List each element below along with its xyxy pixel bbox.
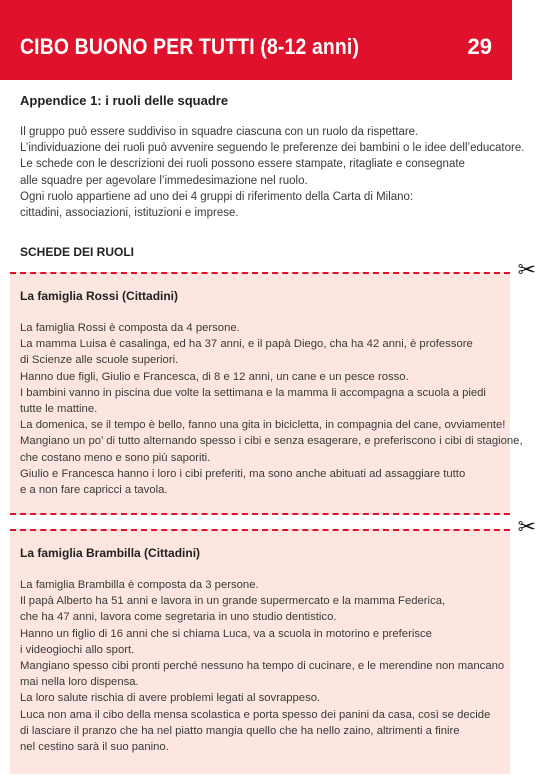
intro-line: cittadini, associazioni, istituzioni e imprese.: [20, 207, 239, 220]
intro-line: alle squadre per agevolare l’immedesimazione nel ruolo.: [20, 174, 308, 187]
scissors-icon: ✂: [517, 258, 536, 283]
role-card-rossi: [10, 258, 536, 515]
role-cards-heading: SCHEDE DEI RUOLI: [20, 245, 135, 259]
cut-line: [10, 272, 510, 274]
card-title: La famiglia Rossi (Cittadini): [20, 289, 179, 303]
card-line: e a non fare capricci a tavola.: [20, 484, 168, 497]
intro-line: Le schede con le descrizioni dei ruoli possono essere stampate, ritagliate e consegnate: [20, 158, 465, 171]
cut-line: [10, 529, 510, 531]
card-line: Hanno due figli, Giulio e Francesca, di 8 e 12 anni, un cane e un pesce rosso.: [20, 370, 409, 383]
intro-line: L’individuazione dei ruoli può avvenire seguendo le preferenze dei bambini o le idee dell’educatore.: [20, 142, 525, 155]
cut-line: [10, 513, 510, 515]
card-line: mai nella loro dispensa.: [20, 676, 139, 689]
card-line: La domenica, se il tempo è bello, fanno una gita in bicicletta, in compagnia del cane, ovviamente!: [20, 419, 506, 432]
card-line: di Scienze alle scuole superiori.: [20, 354, 179, 367]
card-line: La loro salute rischia di avere problemi legati al sovrappeso.: [20, 692, 321, 705]
card-line: La famiglia Brambilla è composta da 3 persone.: [20, 579, 259, 591]
card-line: che costano meno e sono più saporiti.: [20, 451, 211, 464]
intro-paragraph: [20, 124, 525, 221]
page-header: [0, 0, 512, 80]
page-number: 29: [467, 34, 492, 59]
card-line: nel cestino sarà il suo panino.: [20, 741, 169, 754]
intro-line: Il gruppo può essere suddiviso in squadre ciascuna con un ruolo da rispettare.: [20, 126, 419, 138]
card-line: Mangiano spesso cibi pronti perché nessuno ha tempo di cucinare, e le merendine non mancano: [20, 660, 505, 673]
card-title: La famiglia Brambilla (Cittadini): [20, 546, 201, 560]
card-body: [20, 320, 523, 498]
card-line: di lasciare il pranzo che ha nel piatto mangia quello che ha nello zaino, altrimenti a finire: [20, 724, 460, 737]
card-line: i videogiochi allo sport.: [20, 643, 135, 656]
card-line: Luca non ama il cibo della mensa scolastica e porta spesso dei panini da casa, così se decide: [20, 708, 491, 721]
header-title: CIBO BUONO PER TUTTI (8-12 anni): [20, 34, 360, 59]
card-line: Mangiano un po’ di tutto alternando spesso i cibi e senza esagerare, e preferiscono i cibi di stagione,: [20, 435, 523, 448]
card-line: Hanno un figlio di 16 anni che si chiama Luca, va a scuola in motorino e preferisce: [20, 627, 432, 640]
card-line: tutte le mattine.: [20, 403, 98, 416]
role-card-brambilla: [10, 515, 536, 774]
card-body: [20, 577, 510, 755]
card-line: che ha 47 anni, lavora come segretaria in uno studio dentistico.: [20, 611, 337, 624]
card-line: Il papà Alberto ha 51 anni e lavora in un grande supermercato e la mamma Federica,: [20, 595, 446, 608]
card-line: I bambini vanno in piscina due volte la settimana e la mamma li accompagna a scuola a piedi: [20, 386, 486, 399]
intro-line: Ogni ruolo appartiene ad uno dei 4 gruppi di riferimento della Carta di Milano:: [20, 190, 414, 203]
card-line: Giulio e Francesca hanno i loro i cibi preferiti, ma sono anche abituati ad assaggiare tutto: [20, 467, 466, 480]
card-line: La mamma Luisa è casalinga, ed ha 37 anni, e il papà Diego, cha ha 42 anni, è professore: [20, 338, 473, 351]
section-title: Appendice 1: i ruoli delle squadre: [20, 93, 229, 108]
card-line: La famiglia Rossi è composta da 4 persone.: [20, 322, 240, 334]
scissors-icon: ✂: [517, 515, 536, 540]
